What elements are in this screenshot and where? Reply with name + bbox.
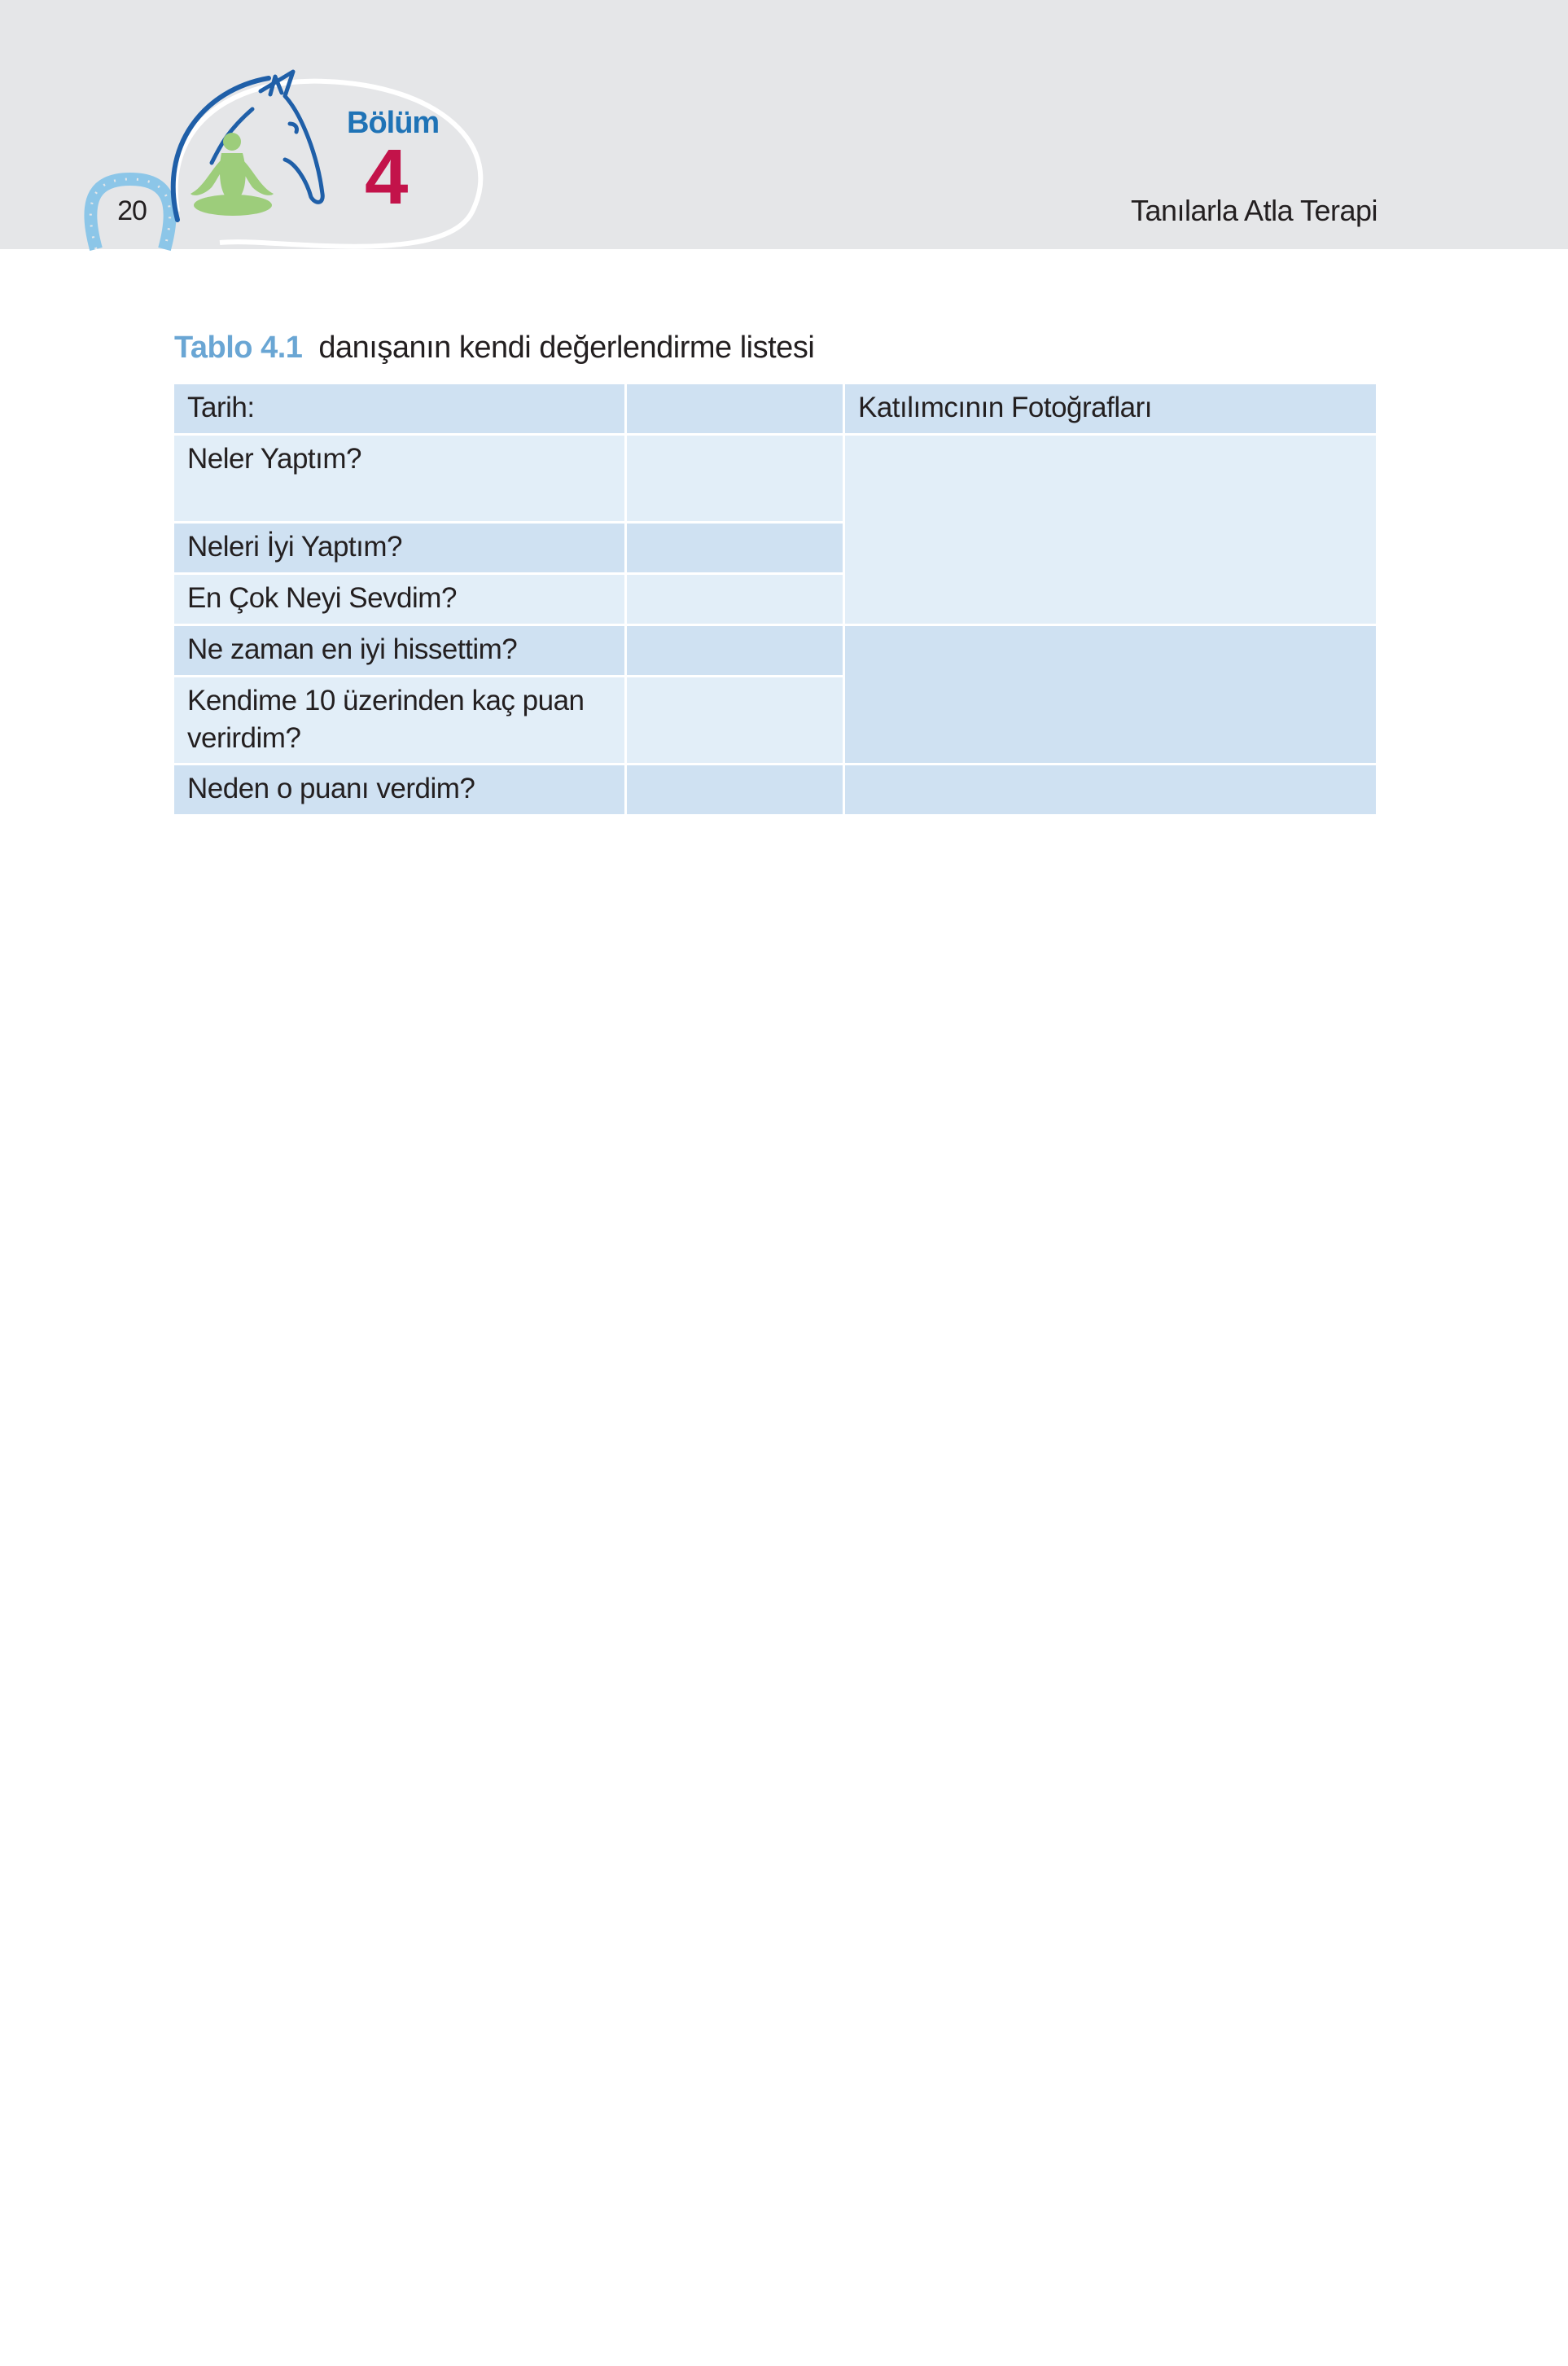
table-cell-answer bbox=[845, 765, 1376, 814]
photo-area-top bbox=[845, 436, 1376, 624]
photo-area-bottom bbox=[845, 626, 1376, 763]
chapter-label: Bölüm bbox=[347, 106, 440, 140]
table-row-label: Tarih: bbox=[174, 384, 624, 433]
table-row-label: Ne zaman en iyi hissettim? bbox=[174, 626, 624, 675]
chapter-logo bbox=[81, 57, 505, 261]
page-number: 20 bbox=[117, 195, 147, 226]
chapter-number: 4 bbox=[365, 134, 409, 221]
table-cell-answer bbox=[627, 677, 843, 763]
table-cell-answer bbox=[627, 436, 843, 521]
table-row-label: Neleri İyi Yaptım? bbox=[174, 524, 624, 572]
table-row-label: Neden o puanı verdim? bbox=[174, 765, 624, 814]
table-caption-tag: Tablo 4.1 bbox=[174, 331, 303, 365]
table-row-label: En Çok Neyi Sevdim? bbox=[174, 575, 624, 624]
table-caption-text: danışanın kendi değerlendirme listesi bbox=[318, 331, 815, 365]
table-row-label: Neler Yaptım? bbox=[174, 436, 624, 521]
table-caption bbox=[174, 331, 814, 366]
table-cell-answer bbox=[627, 626, 843, 675]
table-cell-answer bbox=[627, 765, 843, 814]
meditation-figure-icon bbox=[191, 133, 274, 216]
table-row-label: Kendime 10 üzerinden kaç puan verirdim? bbox=[174, 677, 624, 763]
photo-column-header: Katılımcının Fotoğrafları bbox=[845, 384, 1376, 433]
table-cell-answer bbox=[627, 384, 843, 433]
running-title: Tanılarla Atla Terapi bbox=[1130, 194, 1377, 227]
table-cell-answer bbox=[627, 575, 843, 624]
table-cell-answer bbox=[627, 524, 843, 572]
